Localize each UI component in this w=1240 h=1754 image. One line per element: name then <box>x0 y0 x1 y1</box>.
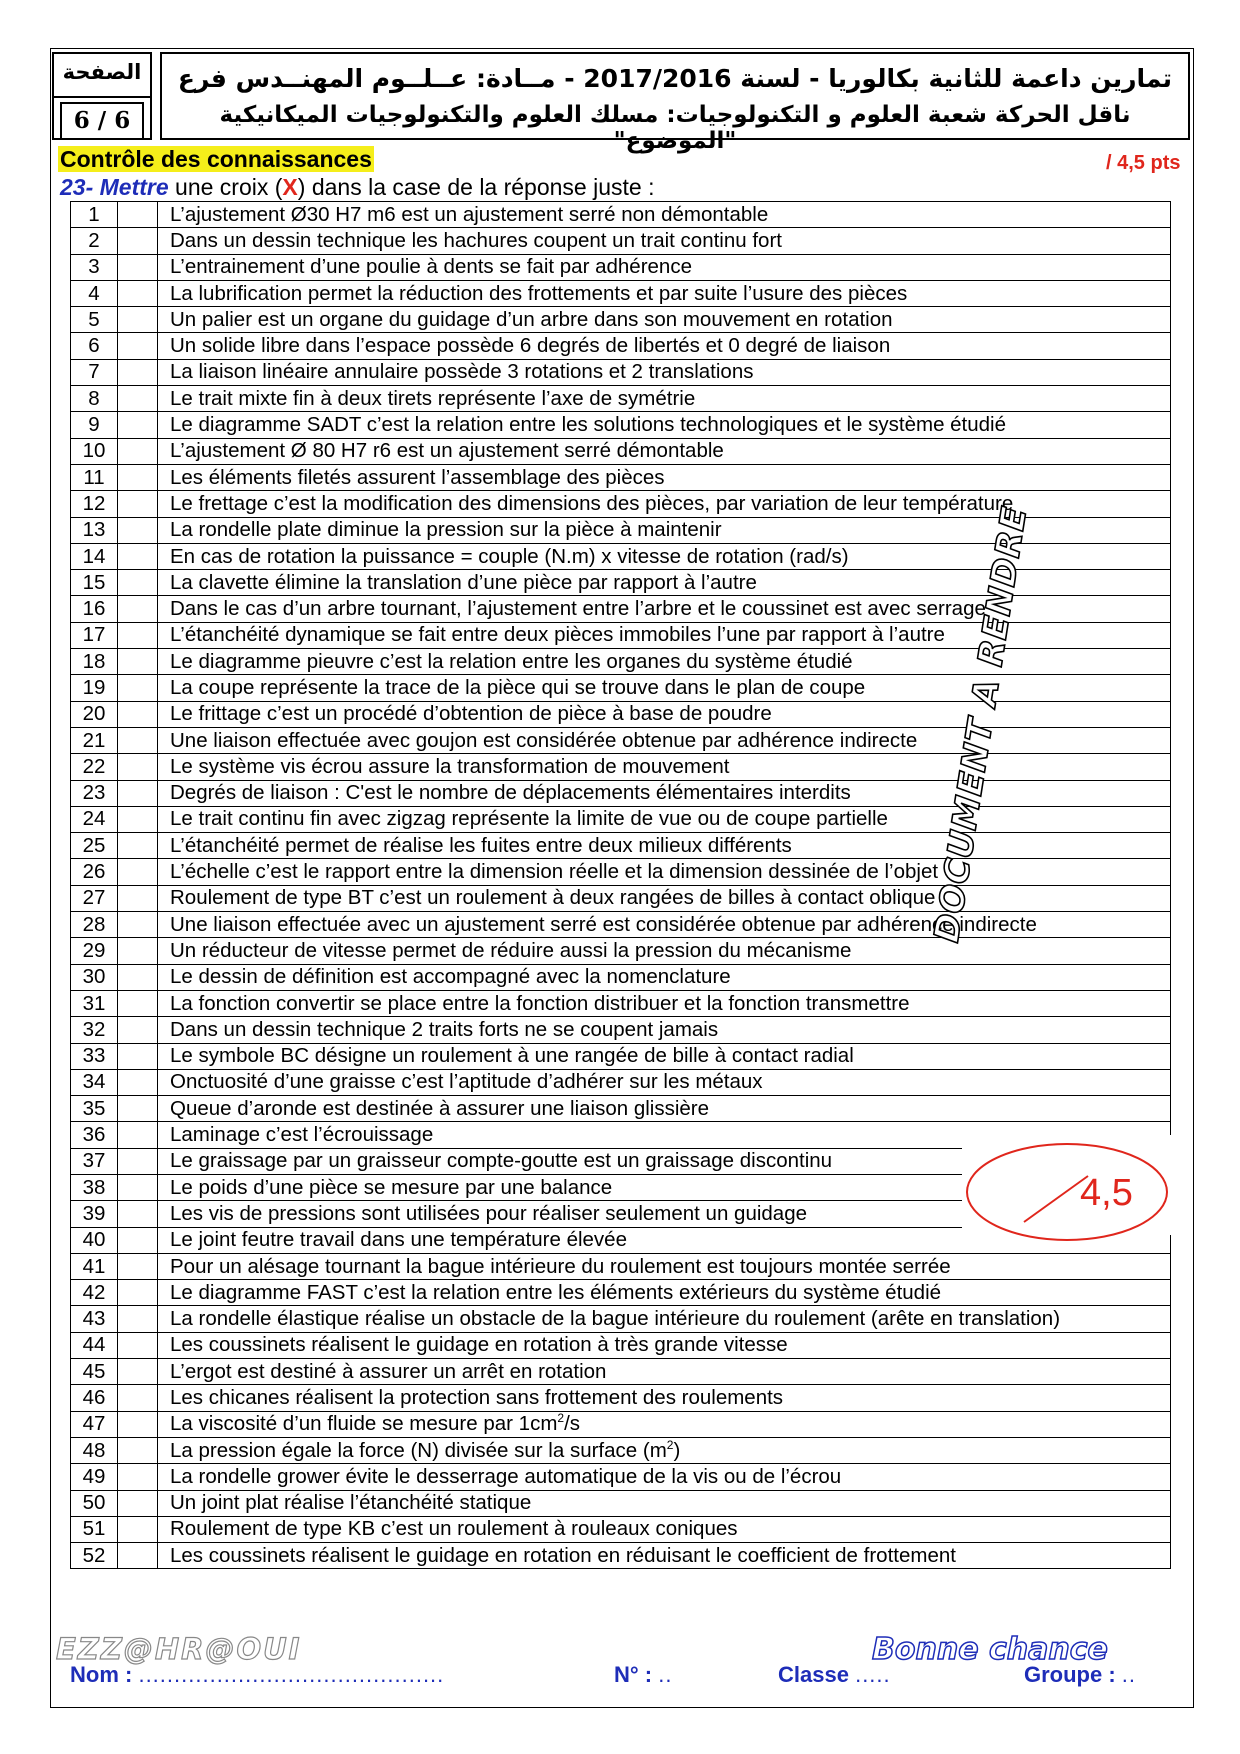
answer-checkbox-cell[interactable] <box>118 1306 158 1332</box>
question-text-cell <box>158 412 1171 438</box>
numero-label: N° : <box>614 1662 653 1687</box>
question-number-cell: 26 <box>71 859 118 885</box>
question-text: La liaison linéaire annulaire possède 3 rotations et 2 translations <box>170 360 754 384</box>
question-text: Le système vis écrou assure la transformation de mouvement <box>170 754 730 778</box>
question-text: Un réducteur de vitesse permet de réduire aussi la pression du mécanisme <box>170 938 852 962</box>
question-number-cell: 37 <box>71 1148 118 1174</box>
answer-checkbox-cell[interactable] <box>118 1332 158 1358</box>
answer-checkbox-cell[interactable] <box>118 1201 158 1227</box>
table-row <box>71 1306 1171 1332</box>
question-number-cell: 52 <box>71 1543 118 1569</box>
question-number-cell: 23 <box>71 780 118 806</box>
answer-checkbox-cell[interactable] <box>118 491 158 517</box>
answer-checkbox-cell[interactable] <box>118 359 158 385</box>
question-number-cell: 40 <box>71 1227 118 1253</box>
table-row <box>71 1253 1171 1279</box>
answer-checkbox-cell[interactable] <box>118 1437 158 1463</box>
question-number: 23- Mettre <box>60 174 169 200</box>
question-number-cell: 8 <box>71 386 118 412</box>
question-text: Le poids d’une pièce se mesure par une balance <box>170 1175 613 1199</box>
question-number-cell: 48 <box>71 1437 118 1463</box>
table-row <box>71 1437 1171 1463</box>
question-text: Pour un alésage tournant la bague intérieure du roulement est toujours montée serrée <box>170 1254 951 1278</box>
section-title: Contrôle des connaissances <box>60 146 372 172</box>
question-text: Le trait continu fin avec zigzag représente la limite de vue ou de coupe partielle <box>170 807 888 831</box>
question-text: Le graissage par un graisseur compte-goutte est un graissage discontinu <box>170 1149 833 1173</box>
section-points: / 4,5 pts <box>1106 152 1181 174</box>
answer-checkbox-cell[interactable] <box>118 780 158 806</box>
bonne-chance: Bonne chance <box>872 1632 1108 1667</box>
table-row <box>71 1332 1171 1358</box>
answer-checkbox-cell[interactable] <box>118 280 158 306</box>
question-number-cell: 10 <box>71 438 118 464</box>
title-line-1: تمارين داعمة للثانية بكالوريا - لسنة 2017/2016 - مــادة: عــلــوم المهنــدس فرع <box>177 64 1173 93</box>
question-text-cell <box>158 228 1171 254</box>
page-number-box <box>52 52 152 140</box>
question-number-cell: 29 <box>71 938 118 964</box>
question-text-cell <box>158 1385 1171 1411</box>
page-number: 6 / 6 <box>60 102 144 140</box>
answer-checkbox-cell[interactable] <box>118 464 158 490</box>
answer-checkbox-cell[interactable] <box>118 806 158 832</box>
question-text: Un palier est un organe du guidage d’un arbre dans son mouvement en rotation <box>170 307 893 331</box>
question-text: La clavette élimine la translation d’une pièce par rapport à l’autre <box>170 570 757 594</box>
question-text-cell <box>158 1043 1171 1069</box>
question-text-cell <box>158 359 1171 385</box>
question-number-cell: 46 <box>71 1385 118 1411</box>
question-number-cell: 25 <box>71 833 118 859</box>
answer-checkbox-cell[interactable] <box>118 570 158 596</box>
nom-label: Nom : <box>70 1662 133 1687</box>
question-text-cell <box>158 307 1171 333</box>
question-number-cell: 13 <box>71 517 118 543</box>
question-number-cell: 45 <box>71 1359 118 1385</box>
grade-value: 4,5 <box>1080 1172 1133 1214</box>
question-number-cell: 7 <box>71 359 118 385</box>
question-text: Les vis de pressions sont utilisées pour réaliser seulement un guidage <box>170 1201 808 1225</box>
table-row <box>71 1017 1171 1043</box>
table-row <box>71 280 1171 306</box>
nom-field[interactable] <box>70 1662 444 1688</box>
question-text: Degrés de liaison : C'est le nombre de déplacements élémentaires interdits <box>170 781 851 805</box>
instruction-text-before: une croix ( <box>168 174 283 200</box>
table-row <box>71 1464 1171 1490</box>
table-row <box>71 885 1171 911</box>
grade-circle-icon <box>962 1140 1182 1250</box>
question-text-cell <box>158 1017 1171 1043</box>
cross-mark: X <box>282 174 298 200</box>
question-text: Dans le cas d’un arbre tournant, l’ajustement entre l’arbre et le coussinet est avec serrage <box>170 597 986 621</box>
question-text: La lubrification permet la réduction des frottements et par suite l’usure des pièces <box>170 281 908 305</box>
question-text: L’échelle c’est le rapport entre la dimension réelle et la dimension dessinée de l’objet <box>170 860 939 884</box>
question-text-cell <box>158 386 1171 412</box>
question-text: Le diagramme FAST c’est la relation entre les éléments extérieurs du système étudié <box>170 1280 942 1304</box>
question-text: Un solide libre dans l’espace possède 6 degrés de libertés et 0 degré de liaison <box>170 334 891 358</box>
groupe-field[interactable] <box>1024 1662 1136 1688</box>
instruction-text-after: ) dans la case de la réponse juste : <box>297 174 655 200</box>
question-number-cell: 43 <box>71 1306 118 1332</box>
question-text: Les chicanes réalisent la protection sans frottement des roulements <box>170 1386 784 1409</box>
answer-checkbox-cell[interactable] <box>118 202 158 228</box>
question-text-cell <box>158 780 1171 806</box>
question-text: La rondelle élastique réalise un obstacle de la bague intérieure du roulement (arête en translation) <box>170 1307 1061 1331</box>
question-text-cell <box>158 859 1171 885</box>
question-text: Le frittage c’est un procédé d’obtention de pièce à base de poudre <box>170 702 772 726</box>
table-row <box>71 806 1171 832</box>
question-text-cell <box>158 254 1171 280</box>
question-number-cell: 11 <box>71 464 118 490</box>
question-text: Le dessin de définition est accompagné avec la nomenclature <box>170 965 731 989</box>
question-text-cell <box>158 1490 1171 1516</box>
question-text-cell <box>158 1464 1171 1490</box>
groupe-label: Groupe : <box>1024 1662 1116 1687</box>
question-text-cell <box>158 1253 1171 1279</box>
groupe-dots: .. <box>1121 1662 1137 1687</box>
question-text-cell <box>158 1306 1171 1332</box>
question-number-cell: 17 <box>71 622 118 648</box>
question-text: Laminage c’est l’écrouissage <box>170 1123 434 1147</box>
question-text-cell <box>158 333 1171 359</box>
question-text: Roulement de type BT c’est un roulement à deux rangées de billes à contact oblique <box>170 886 936 910</box>
answer-checkbox-cell[interactable] <box>118 438 158 464</box>
question-text: Le trait mixte fin à deux tirets représente l’axe de symétrie <box>170 386 696 410</box>
question-text-cell <box>158 938 1171 964</box>
question-text: Un joint plat réalise l’étanchéité statique <box>170 1491 532 1515</box>
question-number-cell: 22 <box>71 754 118 780</box>
answer-checkbox-cell[interactable] <box>118 833 158 859</box>
questions-table <box>70 201 1171 1569</box>
question-text: La rondelle grower évite le desserrage automatique de la vis ou de l’écrou <box>170 1464 842 1488</box>
question-number-cell: 19 <box>71 675 118 701</box>
question-number-cell: 12 <box>71 491 118 517</box>
question-text: Les éléments filetés assurent l’assemblage des pièces <box>170 465 665 489</box>
answer-checkbox-cell[interactable] <box>118 1017 158 1043</box>
table-row <box>71 859 1171 885</box>
question-number-cell: 30 <box>71 964 118 990</box>
question-text: Le diagramme SADT c’est la relation entre les solutions technologiques et le système étudié <box>170 413 1007 437</box>
question-superscript: 2 <box>666 1437 674 1452</box>
table-row <box>71 254 1171 280</box>
answer-checkbox-cell[interactable] <box>118 1280 158 1306</box>
answer-checkbox-cell[interactable] <box>118 333 158 359</box>
answer-checkbox-cell[interactable] <box>118 228 158 254</box>
question-number-cell: 38 <box>71 1174 118 1200</box>
question-text: Le joint feutre travail dans une température élevée <box>170 1228 627 1252</box>
question-number-cell: 27 <box>71 885 118 911</box>
question-text: Onctuosité d’une graisse c’est l’aptitude d’adhérer sur les métaux <box>170 1070 763 1094</box>
question-text-cell <box>158 833 1171 859</box>
answer-checkbox-cell[interactable] <box>118 622 158 648</box>
question-text: Roulement de type KB c’est un roulement à rouleaux coniques <box>170 1517 738 1541</box>
answer-checkbox-cell[interactable] <box>118 517 158 543</box>
question-text-cell <box>158 1411 1171 1437</box>
question-text: Queue d’aronde est destinée à assurer une liaison glissière <box>170 1096 710 1120</box>
document-a-rendre-stamp: DOCUMENT A RENDRE <box>926 503 1036 946</box>
question-text: Les coussinets réalisent le guidage en rotation à très grande vitesse <box>170 1333 788 1357</box>
answer-checkbox-cell[interactable] <box>118 543 158 569</box>
table-row <box>71 964 1171 990</box>
table-row <box>71 1385 1171 1411</box>
question-text-cell <box>158 885 1171 911</box>
answer-checkbox-cell[interactable] <box>118 386 158 412</box>
question-number-cell: 28 <box>71 912 118 938</box>
question-instruction <box>60 174 654 200</box>
answer-checkbox-cell[interactable] <box>118 675 158 701</box>
title-line-2: ناقل الحركة شعبة العلوم و التكنولوجيات: مسلك العلوم والتكنولوجيات الميكانيكية "الموضوع" <box>219 102 1131 154</box>
question-text: La coupe représente la trace de la pièce qui se trouve dans le plan de coupe <box>170 675 866 699</box>
page-label: الصفحة <box>62 60 142 84</box>
question-number-cell: 34 <box>71 1069 118 1095</box>
question-number-cell: 18 <box>71 649 118 675</box>
question-number-cell: 47 <box>71 1411 118 1437</box>
table-row <box>71 386 1171 412</box>
answer-checkbox-cell[interactable] <box>118 912 158 938</box>
table-row <box>71 1516 1171 1542</box>
question-number-cell: 5 <box>71 307 118 333</box>
question-text: Les coussinets réalisent le guidage en rotation en réduisant le coefficient de frottement <box>170 1543 956 1567</box>
question-number-cell: 33 <box>71 1043 118 1069</box>
answer-checkbox-cell[interactable] <box>118 1359 158 1385</box>
question-text-cell <box>158 964 1171 990</box>
table-row <box>71 333 1171 359</box>
table-row <box>71 1543 1171 1569</box>
question-text: La fonction convertir se place entre la fonction distribuer et la fonction transmettre <box>170 991 910 1015</box>
question-number-cell: 4 <box>71 280 118 306</box>
question-number-cell: 49 <box>71 1464 118 1490</box>
question-number-cell: 51 <box>71 1516 118 1542</box>
answer-checkbox-cell[interactable] <box>118 754 158 780</box>
question-number-cell: 1 <box>71 202 118 228</box>
table-row <box>71 1096 1171 1122</box>
question-text-cell <box>158 806 1171 832</box>
question-text-cell <box>158 912 1171 938</box>
question-text: En cas de rotation la puissance = couple (N.m) x vitesse de rotation (rad/s) <box>170 544 849 568</box>
table-row <box>71 228 1171 254</box>
question-text-cell <box>158 727 1171 753</box>
answer-checkbox-cell[interactable] <box>118 859 158 885</box>
answer-checkbox-cell[interactable] <box>118 649 158 675</box>
question-number-cell: 16 <box>71 596 118 622</box>
question-number-cell: 31 <box>71 990 118 1016</box>
classe-label: Classe <box>778 1662 849 1687</box>
table-row <box>71 1043 1171 1069</box>
answer-checkbox-cell[interactable] <box>118 1543 158 1569</box>
question-text: L’ajustement Ø 80 H7 r6 est un ajustement serré démontable <box>170 439 724 463</box>
question-text-after: /s <box>564 1412 581 1436</box>
question-number-cell: 42 <box>71 1280 118 1306</box>
question-text: L’ergot est destiné à assurer un arrêt en rotation <box>170 1359 607 1383</box>
question-number-cell: 6 <box>71 333 118 359</box>
question-text-cell <box>158 701 1171 727</box>
table-row <box>71 1411 1171 1437</box>
question-text: La rondelle plate diminue la pression sur la pièce à maintenir <box>170 518 722 542</box>
table-row <box>71 780 1171 806</box>
question-number-cell: 20 <box>71 701 118 727</box>
question-text: Dans un dessin technique 2 traits forts ne se coupent jamais <box>170 1017 719 1041</box>
table-row <box>71 1490 1171 1516</box>
question-text-after: ) <box>673 1438 681 1462</box>
answer-checkbox-cell[interactable] <box>118 1043 158 1069</box>
question-number-cell: 15 <box>71 570 118 596</box>
question-number-cell: 35 <box>71 1096 118 1122</box>
question-text: La pression égale la force (N) divisée sur la surface (m <box>170 1438 667 1462</box>
question-text-cell <box>158 1280 1171 1306</box>
table-row <box>71 307 1171 333</box>
question-text-cell <box>158 1359 1171 1385</box>
question-text: Une liaison effectuée avec un ajustement serré est considérée obtenue par adhérence indirecte <box>170 912 1037 936</box>
question-text-cell <box>158 1096 1171 1122</box>
answer-checkbox-cell[interactable] <box>118 1253 158 1279</box>
answer-checkbox-cell[interactable] <box>118 307 158 333</box>
question-number-cell: 14 <box>71 543 118 569</box>
answer-checkbox-cell[interactable] <box>118 990 158 1016</box>
table-row <box>71 1280 1171 1306</box>
numero-dots: .. <box>658 1662 673 1687</box>
table-row <box>71 938 1171 964</box>
question-text: Le frettage c’est la modification des dimensions des pièces, par variation de leur température <box>170 491 1014 515</box>
question-number-cell: 36 <box>71 1122 118 1148</box>
question-text: Une liaison effectuée avec goujon est considérée obtenue par adhérence indirecte <box>170 728 918 752</box>
answer-checkbox-cell[interactable] <box>118 1174 158 1200</box>
question-text-cell <box>158 1069 1171 1095</box>
question-text: L’ajustement Ø30 H7 m6 est un ajustement serré non démontable <box>170 202 769 226</box>
question-text: L’étanchéité permet de réalise les fuites entre deux milieux différents <box>170 833 792 857</box>
answer-checkbox-cell[interactable] <box>118 1096 158 1122</box>
question-text-cell <box>158 754 1171 780</box>
question-text-cell <box>158 1516 1171 1542</box>
question-number-cell: 9 <box>71 412 118 438</box>
question-text: Le diagramme pieuvre c’est la relation entre les organes du système étudié <box>170 649 853 673</box>
answer-checkbox-cell[interactable] <box>118 1148 158 1174</box>
answer-checkbox-cell[interactable] <box>118 1516 158 1542</box>
question-number-cell: 39 <box>71 1201 118 1227</box>
question-text-cell <box>158 990 1171 1016</box>
page-box-divider <box>54 96 150 98</box>
question-text-cell <box>158 280 1171 306</box>
answer-checkbox-cell[interactable] <box>118 1385 158 1411</box>
question-superscript: 2 <box>557 1411 565 1426</box>
question-number-cell: 24 <box>71 806 118 832</box>
table-row <box>71 1069 1171 1095</box>
question-text: L’entrainement d’une poulie à dents se fait par adhérence <box>170 255 692 279</box>
question-number-cell: 44 <box>71 1332 118 1358</box>
answer-checkbox-cell[interactable] <box>118 701 158 727</box>
answer-checkbox-cell[interactable] <box>118 1411 158 1437</box>
question-number-cell: 50 <box>71 1490 118 1516</box>
classe-field[interactable] <box>778 1662 891 1688</box>
answer-checkbox-cell[interactable] <box>118 412 158 438</box>
table-row <box>71 833 1171 859</box>
numero-field[interactable] <box>614 1662 672 1688</box>
answer-checkbox-cell[interactable] <box>118 885 158 911</box>
title-box <box>160 52 1190 154</box>
answer-checkbox-cell[interactable] <box>118 1490 158 1516</box>
question-text: Le symbole BC désigne un roulement à une rangée de bille à contact radial <box>170 1044 854 1068</box>
answer-checkbox-cell[interactable] <box>118 1227 158 1253</box>
table-row <box>71 202 1171 228</box>
author-signature: EZZ@HR@OUI <box>56 1632 302 1666</box>
question-text: L’étanchéité dynamique se fait entre deux pièces immobiles l’une par rapport à l’autre <box>170 623 945 647</box>
question-number-cell: 32 <box>71 1017 118 1043</box>
answer-checkbox-cell[interactable] <box>118 254 158 280</box>
answer-checkbox-cell[interactable] <box>118 727 158 753</box>
question-text-cell <box>158 1543 1171 1569</box>
table-row <box>71 990 1171 1016</box>
classe-dots: ..... <box>855 1662 891 1687</box>
question-text-cell <box>158 1332 1171 1358</box>
answer-checkbox-cell[interactable] <box>118 1069 158 1095</box>
question-number-cell: 3 <box>71 254 118 280</box>
question-text-cell <box>158 202 1171 228</box>
table-row <box>71 1359 1171 1385</box>
question-text: La viscosité d’un fluide se mesure par 1cm <box>170 1412 558 1436</box>
answer-checkbox-cell[interactable] <box>118 964 158 990</box>
table-row <box>71 359 1171 385</box>
answer-checkbox-cell[interactable] <box>118 1122 158 1148</box>
answer-checkbox-cell[interactable] <box>118 1464 158 1490</box>
answer-checkbox-cell[interactable] <box>118 596 158 622</box>
question-number-cell: 2 <box>71 228 118 254</box>
nom-dots: ........................................... <box>138 1662 445 1687</box>
question-number-cell: 41 <box>71 1253 118 1279</box>
grade-annotation <box>962 1140 1182 1250</box>
table-row <box>71 912 1171 938</box>
question-text: Dans un dessin technique les hachures coupent un trait continu fort <box>170 228 782 252</box>
table-row <box>71 412 1171 438</box>
question-number-cell: 21 <box>71 727 118 753</box>
answer-checkbox-cell[interactable] <box>118 938 158 964</box>
question-text-cell <box>158 1437 1171 1463</box>
